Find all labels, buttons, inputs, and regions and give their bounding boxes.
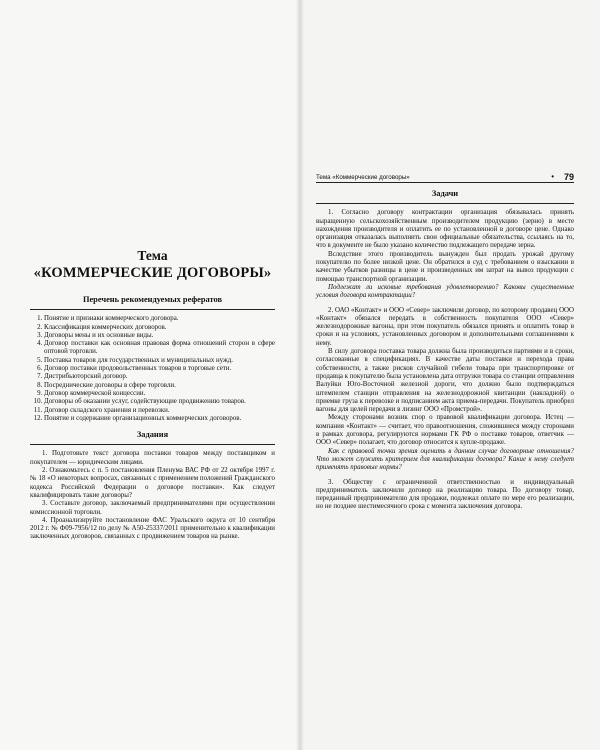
list-item: 9. Договор коммерческой концессии. — [44, 390, 275, 398]
problem-paragraph: В силу договора поставка товара должна была производиться партиями и в сроки, согласованные в спецификациях. В качестве даты поставки и перехода права собственности, а также рисков случайной гибели товара при транспортировке от продавца к покупателю была установлена дата отгрузки товара со станции отправления Валуйки Юго-Восточной железной дороги, что должно было подтверждаться штемпелем станции отправления на железнодорожной квитанции (накладной) о приемке груза к перевозке и подписанием акта приема-передачи. Покупатель приобрел вагоны для целей передачи в лизинг ООО «Промстрой». — [316, 348, 575, 414]
essays-heading: Перечень рекомендуемых рефератов — [82, 295, 223, 304]
list-item: 11. Договор складского хранения и перевозки. — [44, 407, 275, 415]
left-column — [30, 248, 275, 542]
bullet-glyph: • — [551, 172, 554, 181]
running-head-rule — [316, 182, 574, 183]
list-item: 2. Классификация коммерческих договоров. — [44, 324, 275, 332]
task-paragraph: 4. Проанализируйте постановление ФАС Уральского округа от 10 сентября 2012 г. № Ф09-7956/12 по делу № А50-25337/2011 применительно к квалификации заключенных договоров, связанных с продвижением товаров на рынке. — [30, 516, 275, 541]
task-paragraph: 3. Составьте договор, заключаемый предпринимателями при осуществлении комиссионной торговли. — [30, 500, 275, 516]
list-item: 3. Договоры мены и их основные виды. — [44, 332, 275, 340]
heading-rule — [30, 309, 275, 310]
list-item: 4. Договор поставки как основная правовая форма отношений сторон в сфере оптовой торговли. — [44, 340, 275, 357]
tasks-heading: Задания — [136, 430, 169, 440]
task-paragraph: 2. Ознакомьтесь с п. 5 постановления Пленума ВАС РФ от 22 октября 1997 г. № 18 «О некоторых вопросах, связанных с применением положений Гражданского кодекса Российской Федерации о договоре поставки». Как следует квалифицировать такие договоры? — [30, 467, 275, 499]
problem-paragraph: 2. ОАО «Контакт» и ООО «Север» заключили договор, по которому продавец ООО «Контакт» обязался передать в собственность покупателя ООО «Север» железнодорожные вагоны, при этом покупатель обязался принять и оплатить товар в сроки и на условиях, установленных договором и дополнительными соглашениями к нему. — [316, 306, 574, 347]
running-head-title: Тема «Коммерческие договоры» — [316, 174, 410, 181]
problems-heading: Задачи — [431, 189, 459, 198]
essays-list — [30, 315, 275, 423]
task-paragraph: 1. Подготовьте текст договора поставки товаров между поставщиком и покупателем — юридическим лицами. — [30, 450, 275, 466]
list-item: 8. Посреднические договоры в сфере торговли. — [44, 382, 275, 390]
page-number: 79 — [563, 172, 574, 182]
list-item: 6. Договор поставки продовольственных товаров в торговые сети. — [44, 365, 275, 373]
right-column — [316, 190, 574, 512]
problem-paragraph: 3. Обществу с ограниченной ответственностью и индивидуальный предприниматель заключили договор на реализацию товара. По договору товар, переданный предпринимателю для продажи, подлежал оплате по мере его реализации, но не позднее шестимесячного срока с момента заключения договора. — [316, 478, 574, 511]
topic-label: Тема — [137, 248, 168, 263]
list-item: 1. Понятие и признаки коммерческого договора. — [44, 315, 275, 323]
list-item: 5. Поставка товаров для государственных и муниципальных нужд. — [44, 357, 275, 365]
list-item: 7. Дистрибьюторский договор. — [44, 373, 275, 381]
heading-rule — [30, 444, 275, 445]
problem-block — [316, 307, 574, 473]
problem-paragraph: Вследствие этого производитель вынужден был продать урожай другому покупателю по более низкой цене. Он обратился в суд с требованием о взыскании в качестве убытков разницы в цене и произведенных им затрат на вывоз продукции с помощью транспортной организации. — [316, 250, 574, 283]
problem-question: Как с правовой точки зрения оценить в данном случае договорные отношения? Что может служить критерием для квалификации договора? Какие к нему следует применять правовые нормы? — [316, 447, 574, 472]
list-item: 10. Договоры об оказании услуг, содействующие продвижению товаров. — [44, 398, 275, 406]
list-item: 12. Понятие и содержание организационных коммерческих договоров. — [44, 415, 275, 423]
heading-rule — [316, 203, 574, 204]
problem-block — [316, 479, 574, 512]
problem-paragraph: 1. Согласно договору контрактации организация обязывалась принять выращенную сельскохозяйственным производителем продукцию (зерно) в месте нахождения производителя и оплатить ее по установленной в договоре цене. Однако организация отказалась выполнить свои официальные обязательства, ссылаясь на то, что в документе не было указано количество подлежащего передаче зерна. — [316, 209, 574, 250]
topic-title: «КОММЕРЧЕСКИЕ ДОГОВОРЫ» — [33, 265, 272, 281]
problem-paragraph: Между сторонами возник спор о правовой квалификации договора. Истец — компания «Контакт» — считает, что правоотношения, сложившиеся между сторонами в рамках договора, регулируются нормами ГК РФ о поставке товаров, ответчик — ООО «Север» полагает, что договор относится к купле-продаже. — [316, 414, 574, 447]
problem-question: Подлежат ли исковые требования удовлетворению? Каковы существенные условия договора контрактации? — [316, 283, 574, 300]
book-spine — [296, 0, 304, 750]
